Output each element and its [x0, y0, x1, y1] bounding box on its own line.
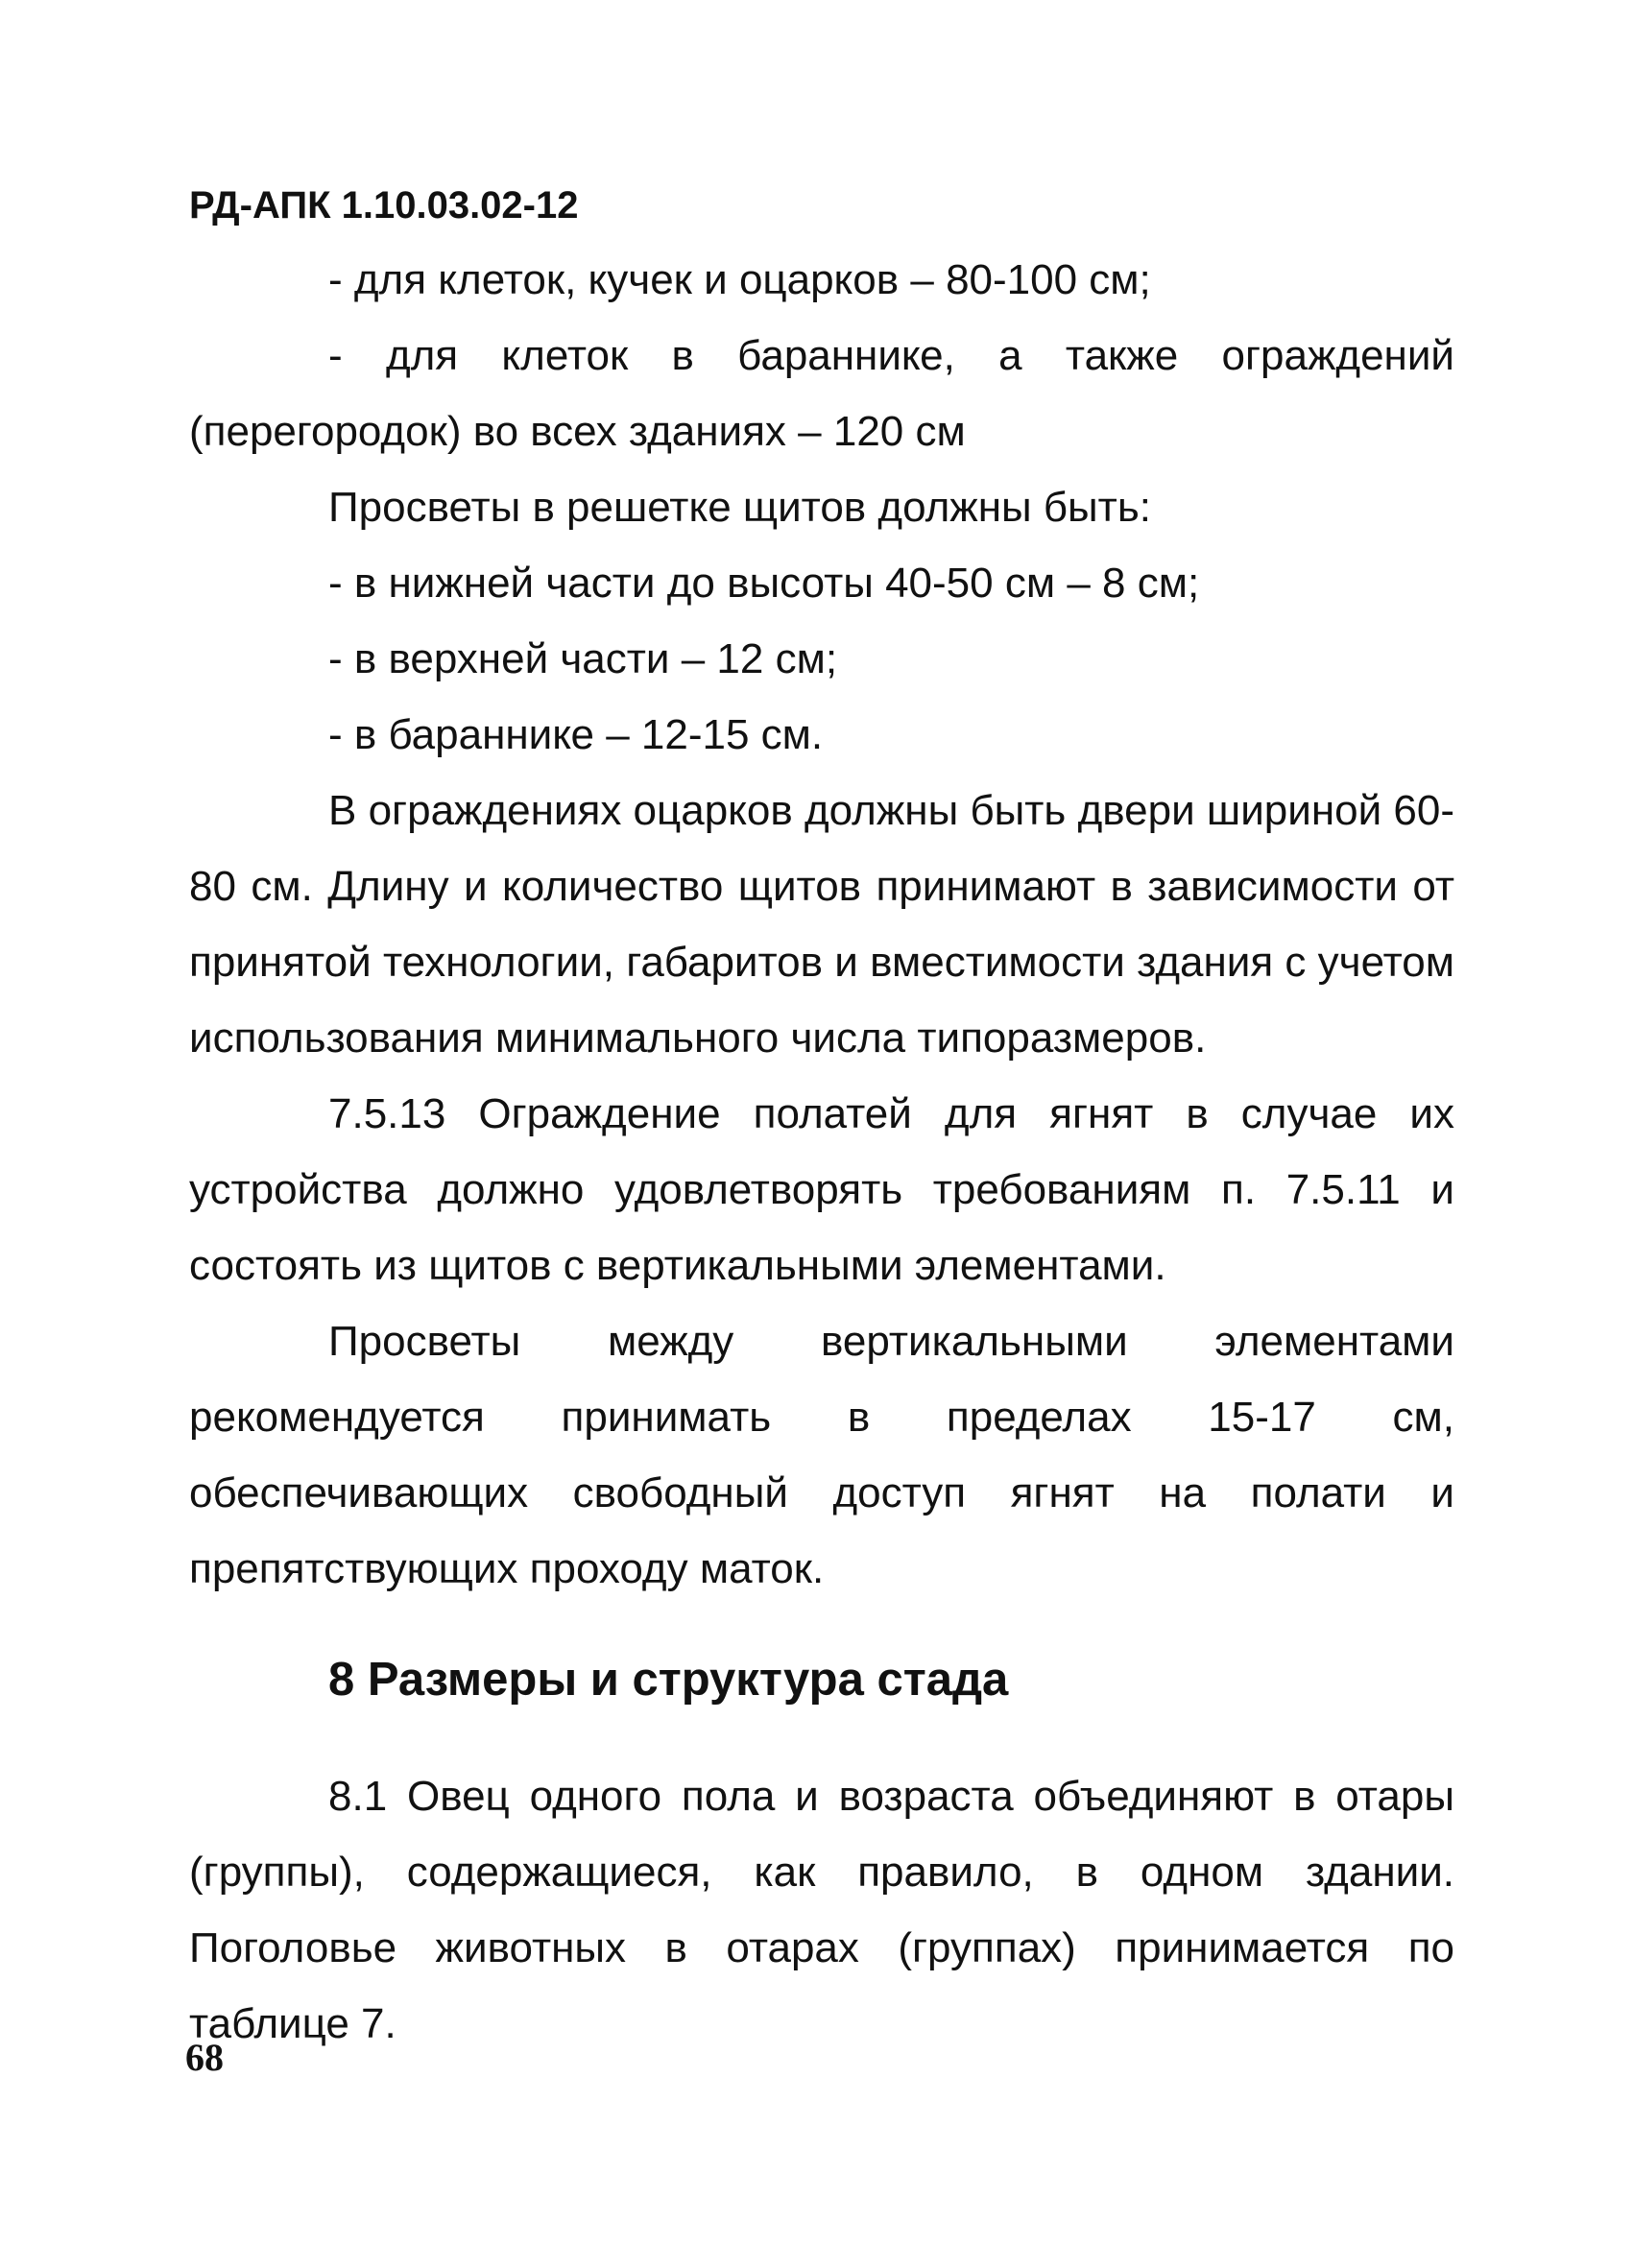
- paragraph-doors: В ограждениях оцарков должны быть двери шириной 60-80 см. Длину и количество щитов принимают в зависимости от принятой технологии, габаритов и вместимости здания с учетом использования минимального числа типоразмеров.: [189, 787, 1454, 1062]
- document-code-header: РД-АПК 1.10.03.02-12: [189, 184, 579, 227]
- paragraph-7-5-13: 7.5.13 Ограждение полатей для ягнят в случае их устройства должно удовлетворять требованиям п. 7.5.11 и состоять из щитов с вертикальными элементами.: [189, 1090, 1454, 1289]
- list-item-gap-lower: - в нижней части до высоты 40-50 см – 8 см;: [328, 560, 1200, 607]
- section-heading: 8 Размеры и структура стада: [328, 1654, 1009, 1706]
- paragraph-vertical-gaps: Просветы между вертикальными элементами рекомендуется принимать в пределах 15-17 см, обеспечивающих свободный доступ ягнят на полати и препятствующих проходу маток.: [189, 1318, 1454, 1592]
- page-number: 68: [185, 2036, 224, 2079]
- body-text-top: [189, 242, 1454, 1607]
- paragraph-ram-pen: - для клеток в баранникe, а также ограждений (перегородок) во всех зданиях – 120 см: [189, 332, 1454, 455]
- body-text-section-8: [189, 1758, 1454, 2062]
- paragraph-8-1: 8.1 Овец одного пола и возраста объединяют в отары (группы), содержащиеся, как правило, в одном здании. Поголовье животных в отарах (группах) принимается по таблице 7.: [189, 1773, 1454, 2047]
- paragraph-gaps-intro: Просветы в решетке щитов должны быть:: [328, 484, 1151, 531]
- list-item-gap-upper: - в верхней части – 12 см;: [328, 635, 838, 682]
- list-item-cages: - для клеток, кучек и оцарков – 80-100 см;: [328, 256, 1151, 303]
- list-item-gap-ram: - в баранникe – 12-15 см.: [328, 711, 824, 758]
